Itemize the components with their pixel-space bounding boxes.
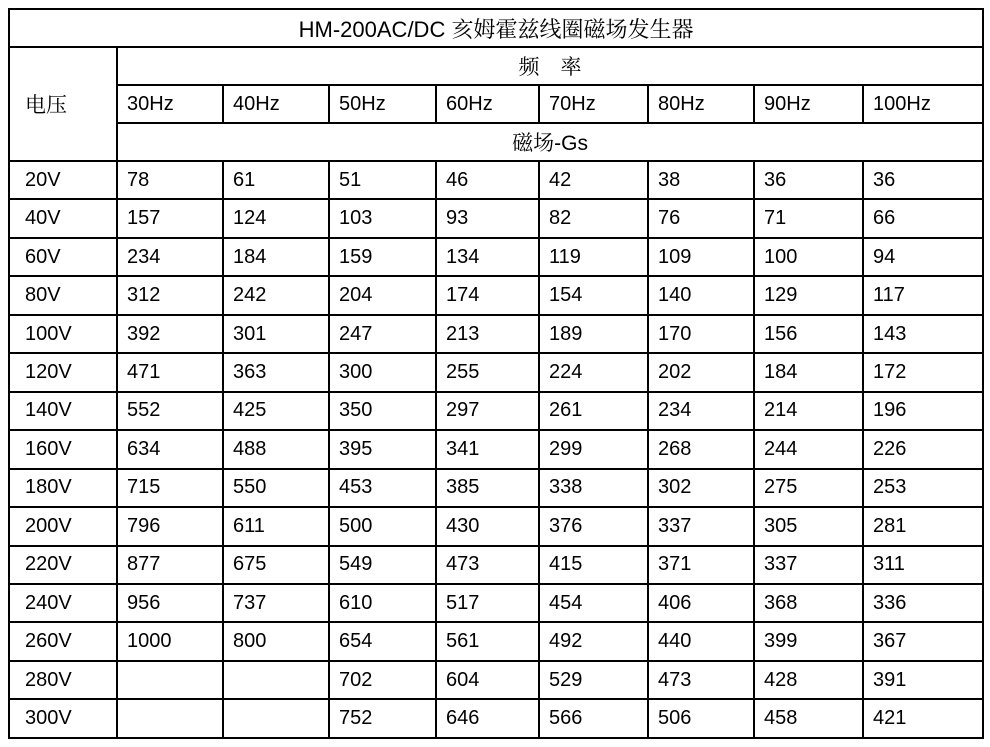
- value-cell: 119: [539, 238, 648, 276]
- table-body: [9, 161, 983, 738]
- table-row: [9, 392, 983, 430]
- value-cell: 341: [436, 430, 539, 468]
- value-cell: 82: [539, 199, 648, 237]
- value-cell: [117, 699, 223, 738]
- value-cell: 94: [863, 238, 983, 276]
- value-cell: [117, 661, 223, 699]
- voltage-cell: 260V: [9, 622, 117, 660]
- value-cell: 234: [117, 238, 223, 276]
- voltage-cell: 200V: [9, 507, 117, 545]
- frequency-header: 频 率: [117, 47, 983, 85]
- value-cell: 675: [223, 546, 329, 584]
- value-cell: 376: [539, 507, 648, 545]
- value-cell: 170: [648, 315, 754, 353]
- value-cell: 305: [754, 507, 863, 545]
- unit-header-row: [9, 123, 983, 161]
- value-cell: 561: [436, 622, 539, 660]
- value-cell: 453: [329, 469, 436, 507]
- value-cell: 275: [754, 469, 863, 507]
- value-cell: 297: [436, 392, 539, 430]
- value-cell: 103: [329, 199, 436, 237]
- value-cell: 61: [223, 161, 329, 199]
- field-unit-header: 磁场-Gs: [117, 123, 983, 161]
- value-cell: 337: [754, 546, 863, 584]
- value-cell: 157: [117, 199, 223, 237]
- value-cell: 371: [648, 546, 754, 584]
- value-cell: 204: [329, 276, 436, 314]
- value-cell: 268: [648, 430, 754, 468]
- value-cell: 1000: [117, 622, 223, 660]
- value-cell: 350: [329, 392, 436, 430]
- table-row: [9, 661, 983, 699]
- value-cell: 506: [648, 699, 754, 738]
- value-cell: 552: [117, 392, 223, 430]
- value-cell: 517: [436, 584, 539, 622]
- value-cell: 752: [329, 699, 436, 738]
- table-row: [9, 622, 983, 660]
- value-cell: 302: [648, 469, 754, 507]
- value-cell: 440: [648, 622, 754, 660]
- value-cell: 421: [863, 699, 983, 738]
- value-cell: 299: [539, 430, 648, 468]
- table-row: [9, 430, 983, 468]
- value-cell: 253: [863, 469, 983, 507]
- freq-column-header: 90Hz: [754, 85, 863, 123]
- value-cell: 634: [117, 430, 223, 468]
- freq-column-header: 50Hz: [329, 85, 436, 123]
- table-row: [9, 546, 983, 584]
- value-cell: 300: [329, 353, 436, 391]
- value-cell: 129: [754, 276, 863, 314]
- value-cell: 529: [539, 661, 648, 699]
- freq-column-header: 80Hz: [648, 85, 754, 123]
- value-cell: 877: [117, 546, 223, 584]
- value-cell: 611: [223, 507, 329, 545]
- table-row: [9, 161, 983, 199]
- value-cell: 42: [539, 161, 648, 199]
- freq-column-header: 70Hz: [539, 85, 648, 123]
- value-cell: 363: [223, 353, 329, 391]
- value-cell: [223, 699, 329, 738]
- value-cell: 425: [223, 392, 329, 430]
- value-cell: 956: [117, 584, 223, 622]
- voltage-cell: 20V: [9, 161, 117, 199]
- value-cell: 214: [754, 392, 863, 430]
- voltage-cell: 100V: [9, 315, 117, 353]
- value-cell: 337: [648, 507, 754, 545]
- hz-header-row: [9, 85, 983, 123]
- voltage-cell: 240V: [9, 584, 117, 622]
- value-cell: 338: [539, 469, 648, 507]
- value-cell: 244: [754, 430, 863, 468]
- value-cell: 261: [539, 392, 648, 430]
- value-cell: 458: [754, 699, 863, 738]
- value-cell: 93: [436, 199, 539, 237]
- frequency-header-row: [9, 47, 983, 85]
- value-cell: 109: [648, 238, 754, 276]
- value-cell: 566: [539, 699, 648, 738]
- value-cell: 124: [223, 199, 329, 237]
- value-cell: 646: [436, 699, 539, 738]
- value-cell: 385: [436, 469, 539, 507]
- value-cell: 391: [863, 661, 983, 699]
- freq-column-header: 40Hz: [223, 85, 329, 123]
- value-cell: 242: [223, 276, 329, 314]
- value-cell: 415: [539, 546, 648, 584]
- value-cell: 430: [436, 507, 539, 545]
- value-cell: 473: [648, 661, 754, 699]
- table-row: [9, 238, 983, 276]
- voltage-cell: 160V: [9, 430, 117, 468]
- value-cell: 213: [436, 315, 539, 353]
- value-cell: 281: [863, 507, 983, 545]
- value-cell: 473: [436, 546, 539, 584]
- value-cell: 36: [863, 161, 983, 199]
- value-cell: 312: [117, 276, 223, 314]
- value-cell: 184: [754, 353, 863, 391]
- value-cell: 654: [329, 622, 436, 660]
- value-cell: 226: [863, 430, 983, 468]
- freq-column-header: 100Hz: [863, 85, 983, 123]
- value-cell: 399: [754, 622, 863, 660]
- voltage-cell: 180V: [9, 469, 117, 507]
- table-row: [9, 699, 983, 738]
- value-cell: 71: [754, 199, 863, 237]
- table-row: [9, 315, 983, 353]
- voltage-header: 电压: [9, 47, 117, 161]
- value-cell: 134: [436, 238, 539, 276]
- voltage-cell: 220V: [9, 546, 117, 584]
- value-cell: 702: [329, 661, 436, 699]
- value-cell: [223, 661, 329, 699]
- table-row: [9, 199, 983, 237]
- voltage-cell: 80V: [9, 276, 117, 314]
- table-row: [9, 507, 983, 545]
- value-cell: 796: [117, 507, 223, 545]
- table-row: [9, 353, 983, 391]
- value-cell: 395: [329, 430, 436, 468]
- table-title: HM-200AC/DC 亥姆霍兹线圈磁场发生器: [9, 9, 983, 47]
- value-cell: 367: [863, 622, 983, 660]
- value-cell: 301: [223, 315, 329, 353]
- value-cell: 78: [117, 161, 223, 199]
- freq-column-header: 60Hz: [436, 85, 539, 123]
- value-cell: 172: [863, 353, 983, 391]
- value-cell: 550: [223, 469, 329, 507]
- value-cell: 159: [329, 238, 436, 276]
- freq-column-header: 30Hz: [117, 85, 223, 123]
- value-cell: 406: [648, 584, 754, 622]
- value-cell: 38: [648, 161, 754, 199]
- field-table: [8, 8, 984, 739]
- value-cell: 224: [539, 353, 648, 391]
- value-cell: 500: [329, 507, 436, 545]
- value-cell: 454: [539, 584, 648, 622]
- value-cell: 189: [539, 315, 648, 353]
- value-cell: 549: [329, 546, 436, 584]
- value-cell: 154: [539, 276, 648, 314]
- value-cell: 800: [223, 622, 329, 660]
- voltage-cell: 280V: [9, 661, 117, 699]
- value-cell: 143: [863, 315, 983, 353]
- table-row: [9, 584, 983, 622]
- voltage-cell: 60V: [9, 238, 117, 276]
- title-row: [9, 9, 983, 47]
- value-cell: 336: [863, 584, 983, 622]
- voltage-cell: 120V: [9, 353, 117, 391]
- value-cell: 311: [863, 546, 983, 584]
- value-cell: 46: [436, 161, 539, 199]
- value-cell: 368: [754, 584, 863, 622]
- value-cell: 184: [223, 238, 329, 276]
- value-cell: 488: [223, 430, 329, 468]
- value-cell: 196: [863, 392, 983, 430]
- value-cell: 737: [223, 584, 329, 622]
- value-cell: 234: [648, 392, 754, 430]
- voltage-cell: 140V: [9, 392, 117, 430]
- value-cell: 100: [754, 238, 863, 276]
- value-cell: 66: [863, 199, 983, 237]
- value-cell: 471: [117, 353, 223, 391]
- value-cell: 117: [863, 276, 983, 314]
- value-cell: 247: [329, 315, 436, 353]
- value-cell: 174: [436, 276, 539, 314]
- value-cell: 610: [329, 584, 436, 622]
- voltage-cell: 40V: [9, 199, 117, 237]
- value-cell: 36: [754, 161, 863, 199]
- voltage-cell: 300V: [9, 699, 117, 738]
- value-cell: 156: [754, 315, 863, 353]
- table-row: [9, 276, 983, 314]
- value-cell: 715: [117, 469, 223, 507]
- value-cell: 140: [648, 276, 754, 314]
- table-row: [9, 469, 983, 507]
- value-cell: 51: [329, 161, 436, 199]
- value-cell: 428: [754, 661, 863, 699]
- value-cell: 76: [648, 199, 754, 237]
- value-cell: 604: [436, 661, 539, 699]
- value-cell: 202: [648, 353, 754, 391]
- value-cell: 492: [539, 622, 648, 660]
- value-cell: 255: [436, 353, 539, 391]
- value-cell: 392: [117, 315, 223, 353]
